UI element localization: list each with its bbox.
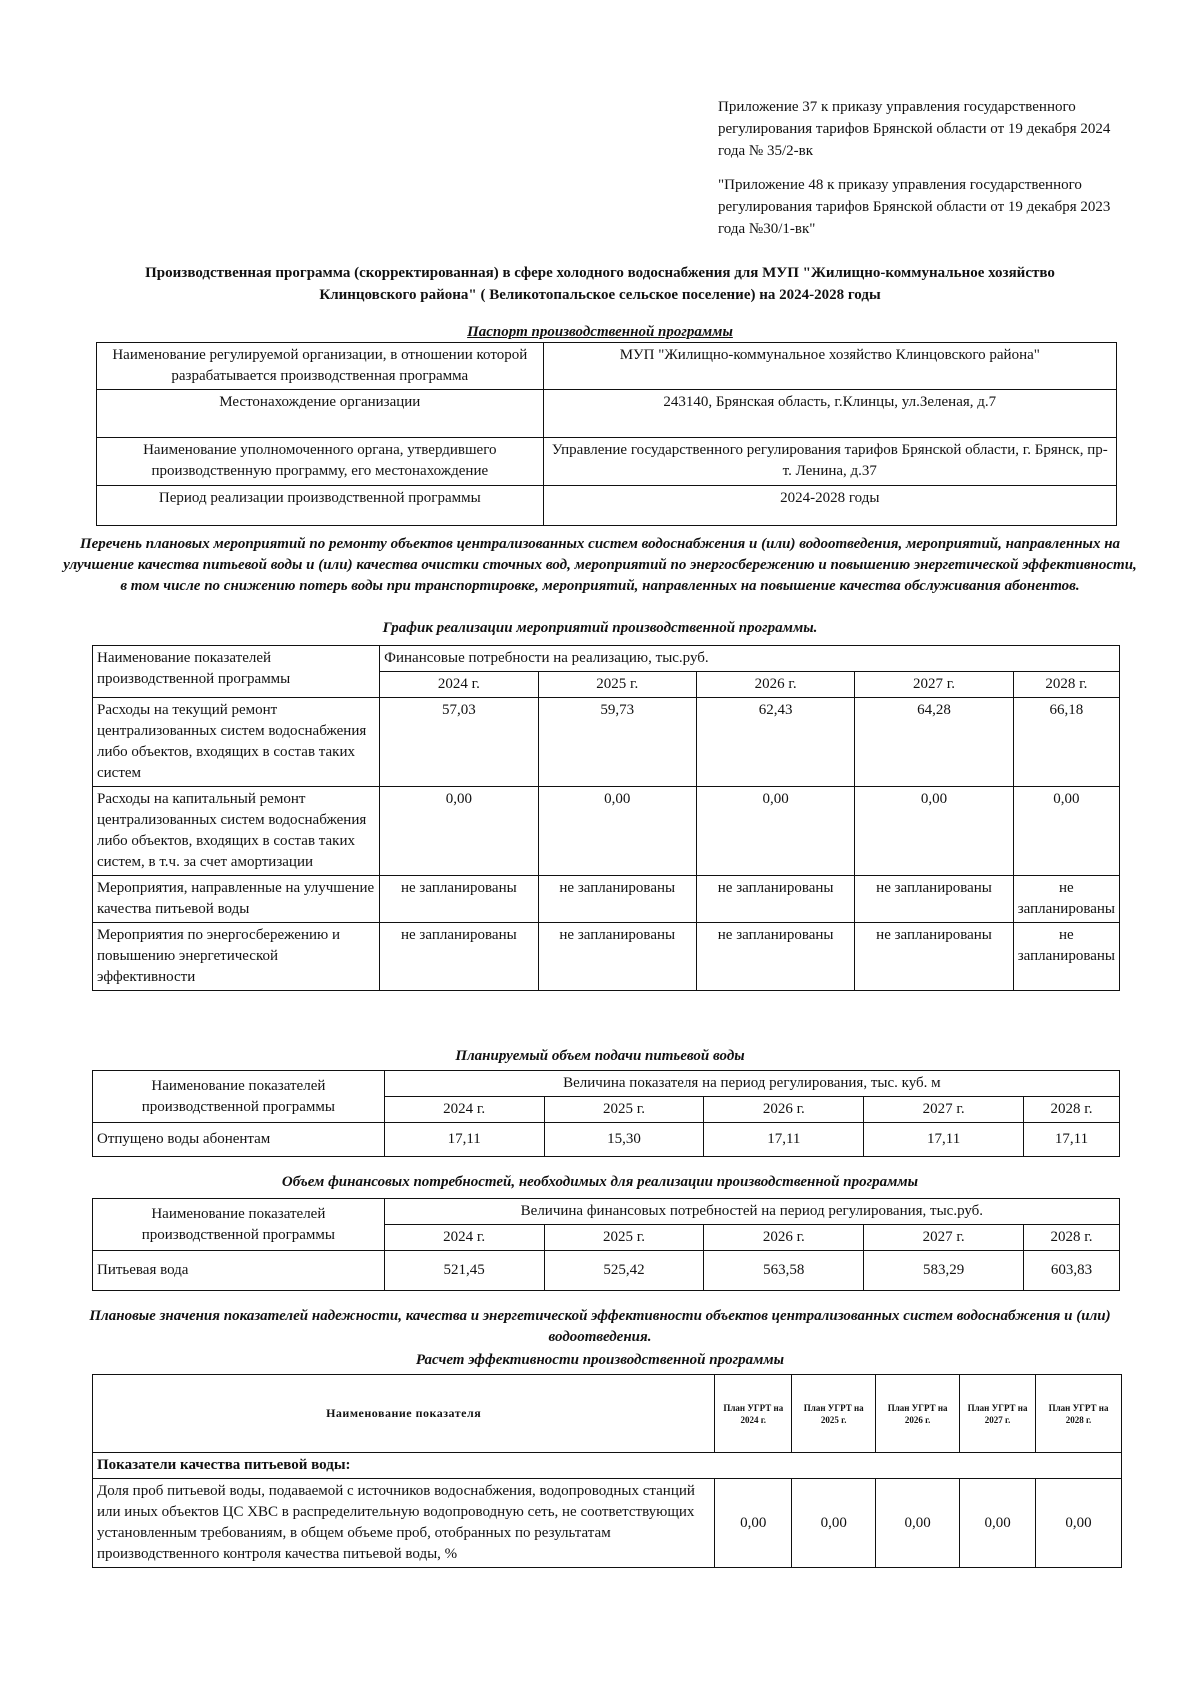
section-title: Показатели качества питьевой воды: [93,1453,1122,1479]
indicators-section-row [93,1453,1122,1479]
row-label: Отпущено воды абонентам [93,1123,385,1157]
cell-value: 0,00 [696,787,854,876]
year-header: 2024 г. [384,1097,544,1123]
document-title: Производственная программа (скорректированная) в сфере холодного водоснабжения для МУП "Жилищно-коммунальное хозяйство Клинцовского района" ( Великотопальское сельское поселение) на 2024-2028 годы [145,265,1055,303]
cell-value: 0,00 [538,787,696,876]
volume-col-name: Наименование показателей производственной программы [93,1071,385,1123]
row-label: Доля проб питьевой воды, подаваемой с источников водоснабжения, водопроводных станций или иных объектов ЦС ХВС в распределительную водопроводную сеть, не соответствующих установленным требованиям, в общем объеме проб, отобранных по результатам производственного контроля качества питьевой воды, % [93,1479,715,1568]
cell-value: 525,42 [544,1251,704,1291]
finance-table [92,1198,1120,1291]
year-header: 2028 г. [1024,1225,1120,1251]
cell-value: 57,03 [380,698,538,787]
passport-label: Наименование регулируемой организации, в отношении которой разрабатывается производственная программа [97,343,544,390]
cell-value: не запланированы [380,876,538,923]
passport-row [97,343,1117,390]
year-header: 2028 г. [1013,672,1119,698]
year-header: 2026 г. [704,1097,864,1123]
finance-heading: Объем финансовых потребностей, необходимых для реализации производственной программы [281,1174,919,1190]
measures-heading: Перечень плановых мероприятий по ремонту объектов централизованных систем водоснабжения и (или) водоотведения, мероприятий, направленных на улучшение качества питьевой воды и (или) качества очистки сточных вод, мероприятий по энергосбережению и повышению энергетической эффективности, в том числе по снижению потерь воды при транспортировке, мероприятий, направленных на повышение качества обслуживания абонентов. [63,536,1137,594]
cell-value: 0,00 [855,787,1013,876]
measures-table [92,645,1120,991]
cell-value: 0,00 [792,1479,876,1568]
passport-heading: Паспорт производственной программы [467,324,733,340]
measures-header-row [93,646,1120,672]
finance-col-val: Величина финансовых потребностей на период регулирования, тыс.руб. [384,1199,1119,1225]
row-label: Расходы на текущий ремонт централизованных систем водоснабжения либо объектов, входящих в состав таких систем [93,698,380,787]
year-header: 2024 г. [384,1225,544,1251]
cell-value: 563,58 [704,1251,864,1291]
cell-value: не запланированы [1013,876,1119,923]
volume-table [92,1070,1120,1157]
cell-value: не запланированы [855,876,1013,923]
cell-value: не запланированы [1013,923,1119,991]
cell-value: 521,45 [384,1251,544,1291]
plan-header: План УГРТ на 2028 г. [1036,1375,1122,1453]
passport-value: МУП "Жилищно-коммунальное хозяйство Клинцовского района" [543,343,1116,390]
cell-value: 17,11 [864,1123,1024,1157]
table-row [93,787,1120,876]
cell-value: 66,18 [1013,698,1119,787]
cell-value: 583,29 [864,1251,1024,1291]
table-row [93,698,1120,787]
year-header: 2028 г. [1024,1097,1120,1123]
cell-value: не запланированы [538,923,696,991]
passport-value: 2024-2028 годы [543,486,1116,526]
cell-value: 64,28 [855,698,1013,787]
cell-value: не запланированы [855,923,1013,991]
cell-value: не запланированы [380,923,538,991]
indicators-table [92,1374,1122,1568]
appendix-line-1: Приложение 37 к приказу управления государственного регулирования тарифов Брянской области от 19 декабря 2024 года № 35/2-вк [718,99,1111,159]
cell-value: 0,00 [960,1479,1036,1568]
table-row [93,1479,1122,1568]
cell-value: 0,00 [1013,787,1119,876]
row-label: Мероприятия, направленные на улучшение качества питьевой воды [93,876,380,923]
table-row [93,1251,1120,1291]
measures-col-fin: Финансовые потребности на реализацию, тыс.руб. [380,646,1120,672]
cell-value: 603,83 [1024,1251,1120,1291]
passport-label: Период реализации производственной программы [97,486,544,526]
finance-header-row [93,1199,1120,1225]
cell-value: 17,11 [1024,1123,1120,1157]
finance-col-name: Наименование показателей производственной программы [93,1199,385,1251]
passport-value: Управление государственного регулирования тарифов Брянской области, г. Брянск, пр-т. Ленина, д.37 [543,438,1116,486]
table-row [93,923,1120,991]
year-header: 2027 г. [864,1097,1024,1123]
row-label: Питьевая вода [93,1251,385,1291]
year-header: 2027 г. [855,672,1013,698]
indicators-subheading: Расчет эффективности производственной программы [415,1352,785,1368]
year-header: 2025 г. [544,1225,704,1251]
volume-heading: Планируемый объем подачи питьевой воды [455,1048,745,1064]
plan-header: План УГРТ на 2025 г. [792,1375,876,1453]
volume-header-row [93,1071,1120,1097]
year-header: 2026 г. [696,672,854,698]
plan-header: План УГРТ на 2024 г. [715,1375,792,1453]
volume-col-val: Величина показателя на период регулирования, тыс. куб. м [384,1071,1119,1097]
cell-value: 62,43 [696,698,854,787]
year-header: 2026 г. [704,1225,864,1251]
passport-value: 243140, Брянская область, г.Клинцы, ул.Зеленая, д.7 [543,390,1116,438]
plan-header: План УГРТ на 2027 г. [960,1375,1036,1453]
plan-header: План УГРТ на 2026 г. [876,1375,960,1453]
table-row [93,876,1120,923]
measures-col-name: Наименование показателей производственной программы [93,646,380,698]
passport-row [97,486,1117,526]
year-header: 2024 г. [380,672,538,698]
year-header: 2027 г. [864,1225,1024,1251]
table-row [93,1123,1120,1157]
indicators-col-name: Наименование показателя [93,1375,715,1453]
cell-value: 0,00 [1036,1479,1122,1568]
cell-value: 0,00 [380,787,538,876]
cell-value: не запланированы [538,876,696,923]
year-header: 2025 г. [544,1097,704,1123]
passport-label: Наименование уполномоченного органа, утвердившего производственную программу, его местонахождение [97,438,544,486]
passport-row [97,438,1117,486]
indicators-heading: Плановые значения показателей надежности, качества и энергетической эффективности объектов централизованных систем водоснабжения и (или) водоотведения. [89,1308,1111,1345]
cell-value: 0,00 [715,1479,792,1568]
cell-value: не запланированы [696,923,854,991]
passport-row [97,390,1117,438]
measures-subheading: График реализации мероприятий производственной программы. [382,620,818,636]
indicators-header-row [93,1375,1122,1453]
appendix-note [718,96,1138,252]
row-label: Мероприятия по энергосбережению и повышению энергетической эффективности [93,923,380,991]
cell-value: 59,73 [538,698,696,787]
cell-value: 17,11 [384,1123,544,1157]
appendix-line-2: "Приложение 48 к приказу управления государственного регулирования тарифов Брянской области от 19 декабря 2023 года №30/1-вк" [718,177,1111,237]
passport-label: Местонахождение организации [97,390,544,438]
row-label: Расходы на капитальный ремонт централизованных систем водоснабжения либо объектов, входящих в состав таких систем, в т.ч. за счет амортизации [93,787,380,876]
cell-value: 17,11 [704,1123,864,1157]
passport-table [96,342,1117,526]
cell-value: 0,00 [876,1479,960,1568]
year-header: 2025 г. [538,672,696,698]
cell-value: 15,30 [544,1123,704,1157]
cell-value: не запланированы [696,876,854,923]
